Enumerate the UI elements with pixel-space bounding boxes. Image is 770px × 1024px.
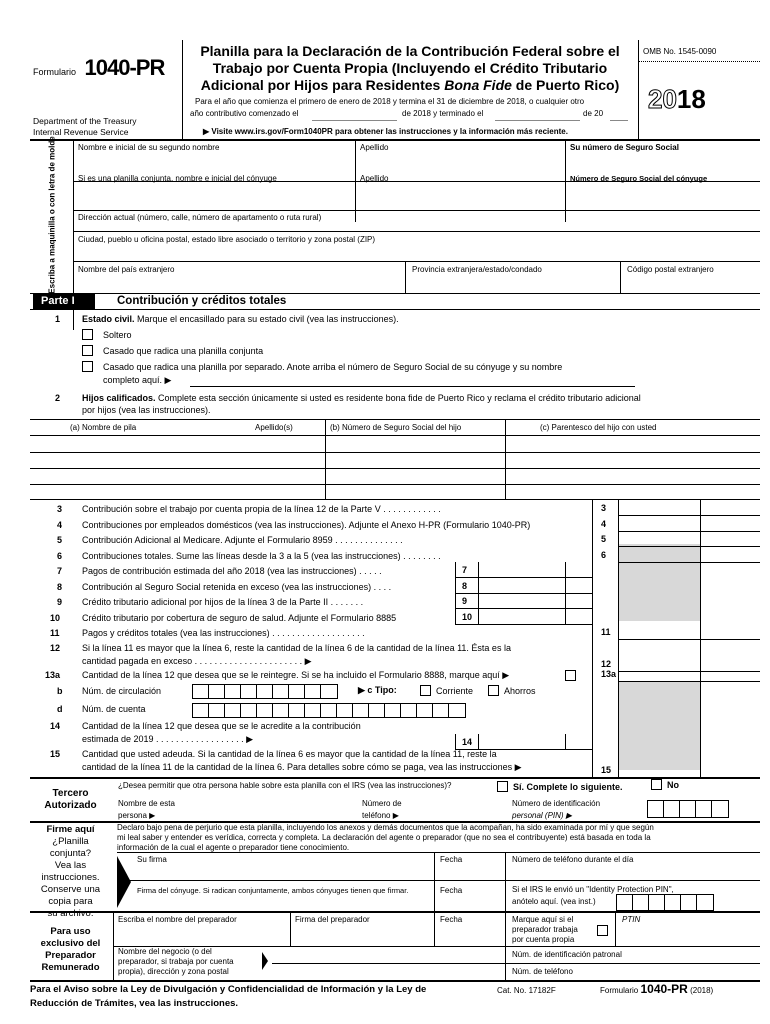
amount-field-6[interactable] xyxy=(618,547,760,563)
account-number-field[interactable] xyxy=(192,703,466,718)
status-joint-checkbox[interactable] xyxy=(82,345,93,356)
amount-field-9[interactable] xyxy=(479,593,565,608)
status-single-checkbox[interactable] xyxy=(82,329,93,340)
dept: Department of the Treasury Internal Revenue Service xyxy=(33,116,137,137)
checking-checkbox[interactable] xyxy=(420,685,431,696)
amount-field-7[interactable] xyxy=(479,562,565,577)
savings-checkbox[interactable] xyxy=(488,685,499,696)
part1-title: Contribución y créditos totales xyxy=(117,295,287,307)
designee-no-checkbox[interactable] xyxy=(651,779,662,790)
amount-field-5[interactable] xyxy=(618,531,760,547)
amount-field-10[interactable] xyxy=(479,609,565,624)
form8888-checkbox[interactable] xyxy=(565,670,576,681)
amount-field-3[interactable] xyxy=(618,500,760,516)
form-title: Planilla para la Declaración de la Contribución Federal sobre el Trabajo por Cuenta Propia (Incluyendo el Crédito Tributario Adicional por Hijos para Residentes Bona Fide de Puerto Rico) xyxy=(200,43,620,93)
side-label: Escriba a maquinilla o con letra de molde xyxy=(47,136,57,294)
amount-field-11[interactable] xyxy=(618,624,760,640)
amount-field-14[interactable] xyxy=(479,734,565,749)
tax-year: 2018 xyxy=(648,84,706,114)
status-separate-checkbox[interactable] xyxy=(82,361,93,372)
amount-field-13a[interactable] xyxy=(618,666,760,682)
amount-field-15[interactable] xyxy=(618,762,760,778)
spouse-name-field[interactable] xyxy=(190,386,635,387)
amount-field-4[interactable] xyxy=(618,516,760,532)
designee-yes-checkbox[interactable] xyxy=(497,781,508,792)
form-id: Formulario 1040-PR xyxy=(33,55,165,80)
firm-arrow-icon xyxy=(262,952,268,970)
amount-field-8[interactable] xyxy=(479,578,565,593)
part1-tag: Parte I xyxy=(33,294,95,309)
routing-number-field[interactable] xyxy=(192,684,338,699)
sign-arrow-icon xyxy=(117,856,131,908)
self-employed-checkbox[interactable] xyxy=(597,925,608,936)
designee-pin-field[interactable] xyxy=(647,800,729,818)
ip-pin-field[interactable] xyxy=(616,894,714,911)
